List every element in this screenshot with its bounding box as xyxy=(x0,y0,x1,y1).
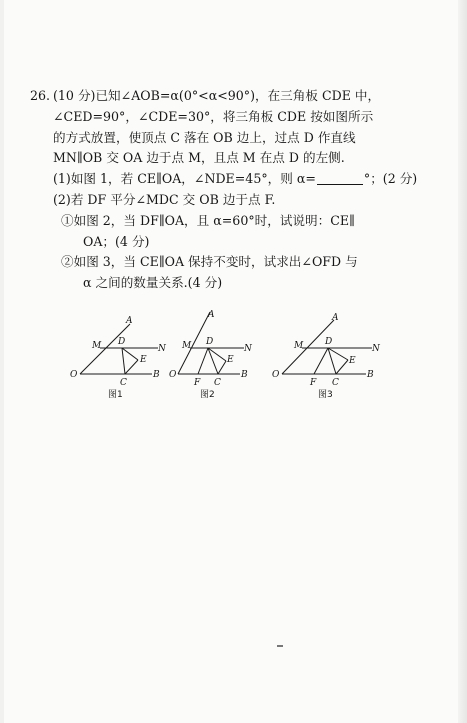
label-e: E xyxy=(349,356,356,366)
question-1: (1)如图 1，若 CE∥OA，∠NDE=45°，则 α= °；(2 分) xyxy=(53,171,418,187)
figure-3 xyxy=(270,308,386,400)
segment-df xyxy=(314,348,328,374)
label-d: D xyxy=(118,337,126,347)
figure-row xyxy=(68,308,388,400)
problem-number: 26. xyxy=(30,88,51,103)
label-a: A xyxy=(332,313,339,323)
question-2-part-1-cont: OA；(4 分) xyxy=(83,233,150,249)
figure-2 xyxy=(164,308,264,400)
problem-line-1: 26. (10 分)已知∠AOB=α(0°<α<90°)，在三角板 CDE 中， xyxy=(30,86,450,107)
label-a: A xyxy=(208,310,215,320)
figure-2-diagram xyxy=(164,308,264,388)
ray-oa xyxy=(282,320,334,374)
segment-de xyxy=(122,348,138,360)
segment-dc xyxy=(122,348,125,374)
problem-line-2: ∠CED=90°，∠CDE=30°，将三角板 CDE 按如图所示 xyxy=(53,108,374,124)
label-c: C xyxy=(214,378,221,388)
label-n: N xyxy=(158,344,166,354)
label-e: E xyxy=(227,355,234,365)
answer-blank xyxy=(317,172,363,185)
figure-1-diagram xyxy=(68,308,168,388)
label-n: N xyxy=(372,344,380,354)
label-o: O xyxy=(272,370,280,380)
figure-3-diagram xyxy=(270,308,386,388)
label-c: C xyxy=(120,378,127,388)
label-m: M xyxy=(182,341,192,351)
segment-ce xyxy=(218,361,226,374)
problem-line-4: MN∥OB 交 OA 边于点 M，且点 M 在点 D 的左侧. xyxy=(53,150,345,166)
problem-line-3: 的方式放置，使顶点 C 落在 OB 边上，过点 D 作直线 xyxy=(53,129,356,145)
figure-3-caption: 图3 xyxy=(318,390,333,400)
question-2-part-1: ①如图 2，当 DF∥OA，且 α=60°时，试说明：CE∥ xyxy=(61,212,355,228)
question-2: (2)若 DF 平分∠MDC 交 OB 边于点 F. xyxy=(53,191,276,207)
page-left-edge xyxy=(0,0,4,723)
label-b: B xyxy=(153,370,160,380)
label-b: B xyxy=(241,370,248,380)
label-a: A xyxy=(126,316,133,326)
label-d: D xyxy=(206,337,214,347)
question-2-part-2-cont: α 之间的数量关系.(4 分) xyxy=(83,275,223,291)
label-n: N xyxy=(244,344,252,354)
figure-1-caption: 图1 xyxy=(108,390,123,400)
problem-26 xyxy=(30,86,450,294)
label-f: F xyxy=(310,378,317,388)
segment-ce xyxy=(125,360,138,374)
page-right-edge xyxy=(458,0,467,723)
label-o: O xyxy=(169,370,177,380)
label-b: B xyxy=(367,370,374,380)
label-f: F xyxy=(194,378,201,388)
figure-1 xyxy=(68,308,168,400)
label-o: O xyxy=(70,370,78,380)
question-2-part-2: ②如图 3，当 CE∥OA 保持不变时，试求出∠OFD 与 xyxy=(61,254,358,270)
scan-mark xyxy=(277,645,283,647)
label-d: D xyxy=(325,337,333,347)
segment-df xyxy=(198,348,208,374)
label-m: M xyxy=(294,341,304,351)
label-e: E xyxy=(140,355,147,365)
label-c: C xyxy=(332,378,339,388)
figure-2-caption: 图2 xyxy=(200,390,215,400)
label-m: M xyxy=(92,341,102,351)
segment-ce xyxy=(336,360,348,374)
